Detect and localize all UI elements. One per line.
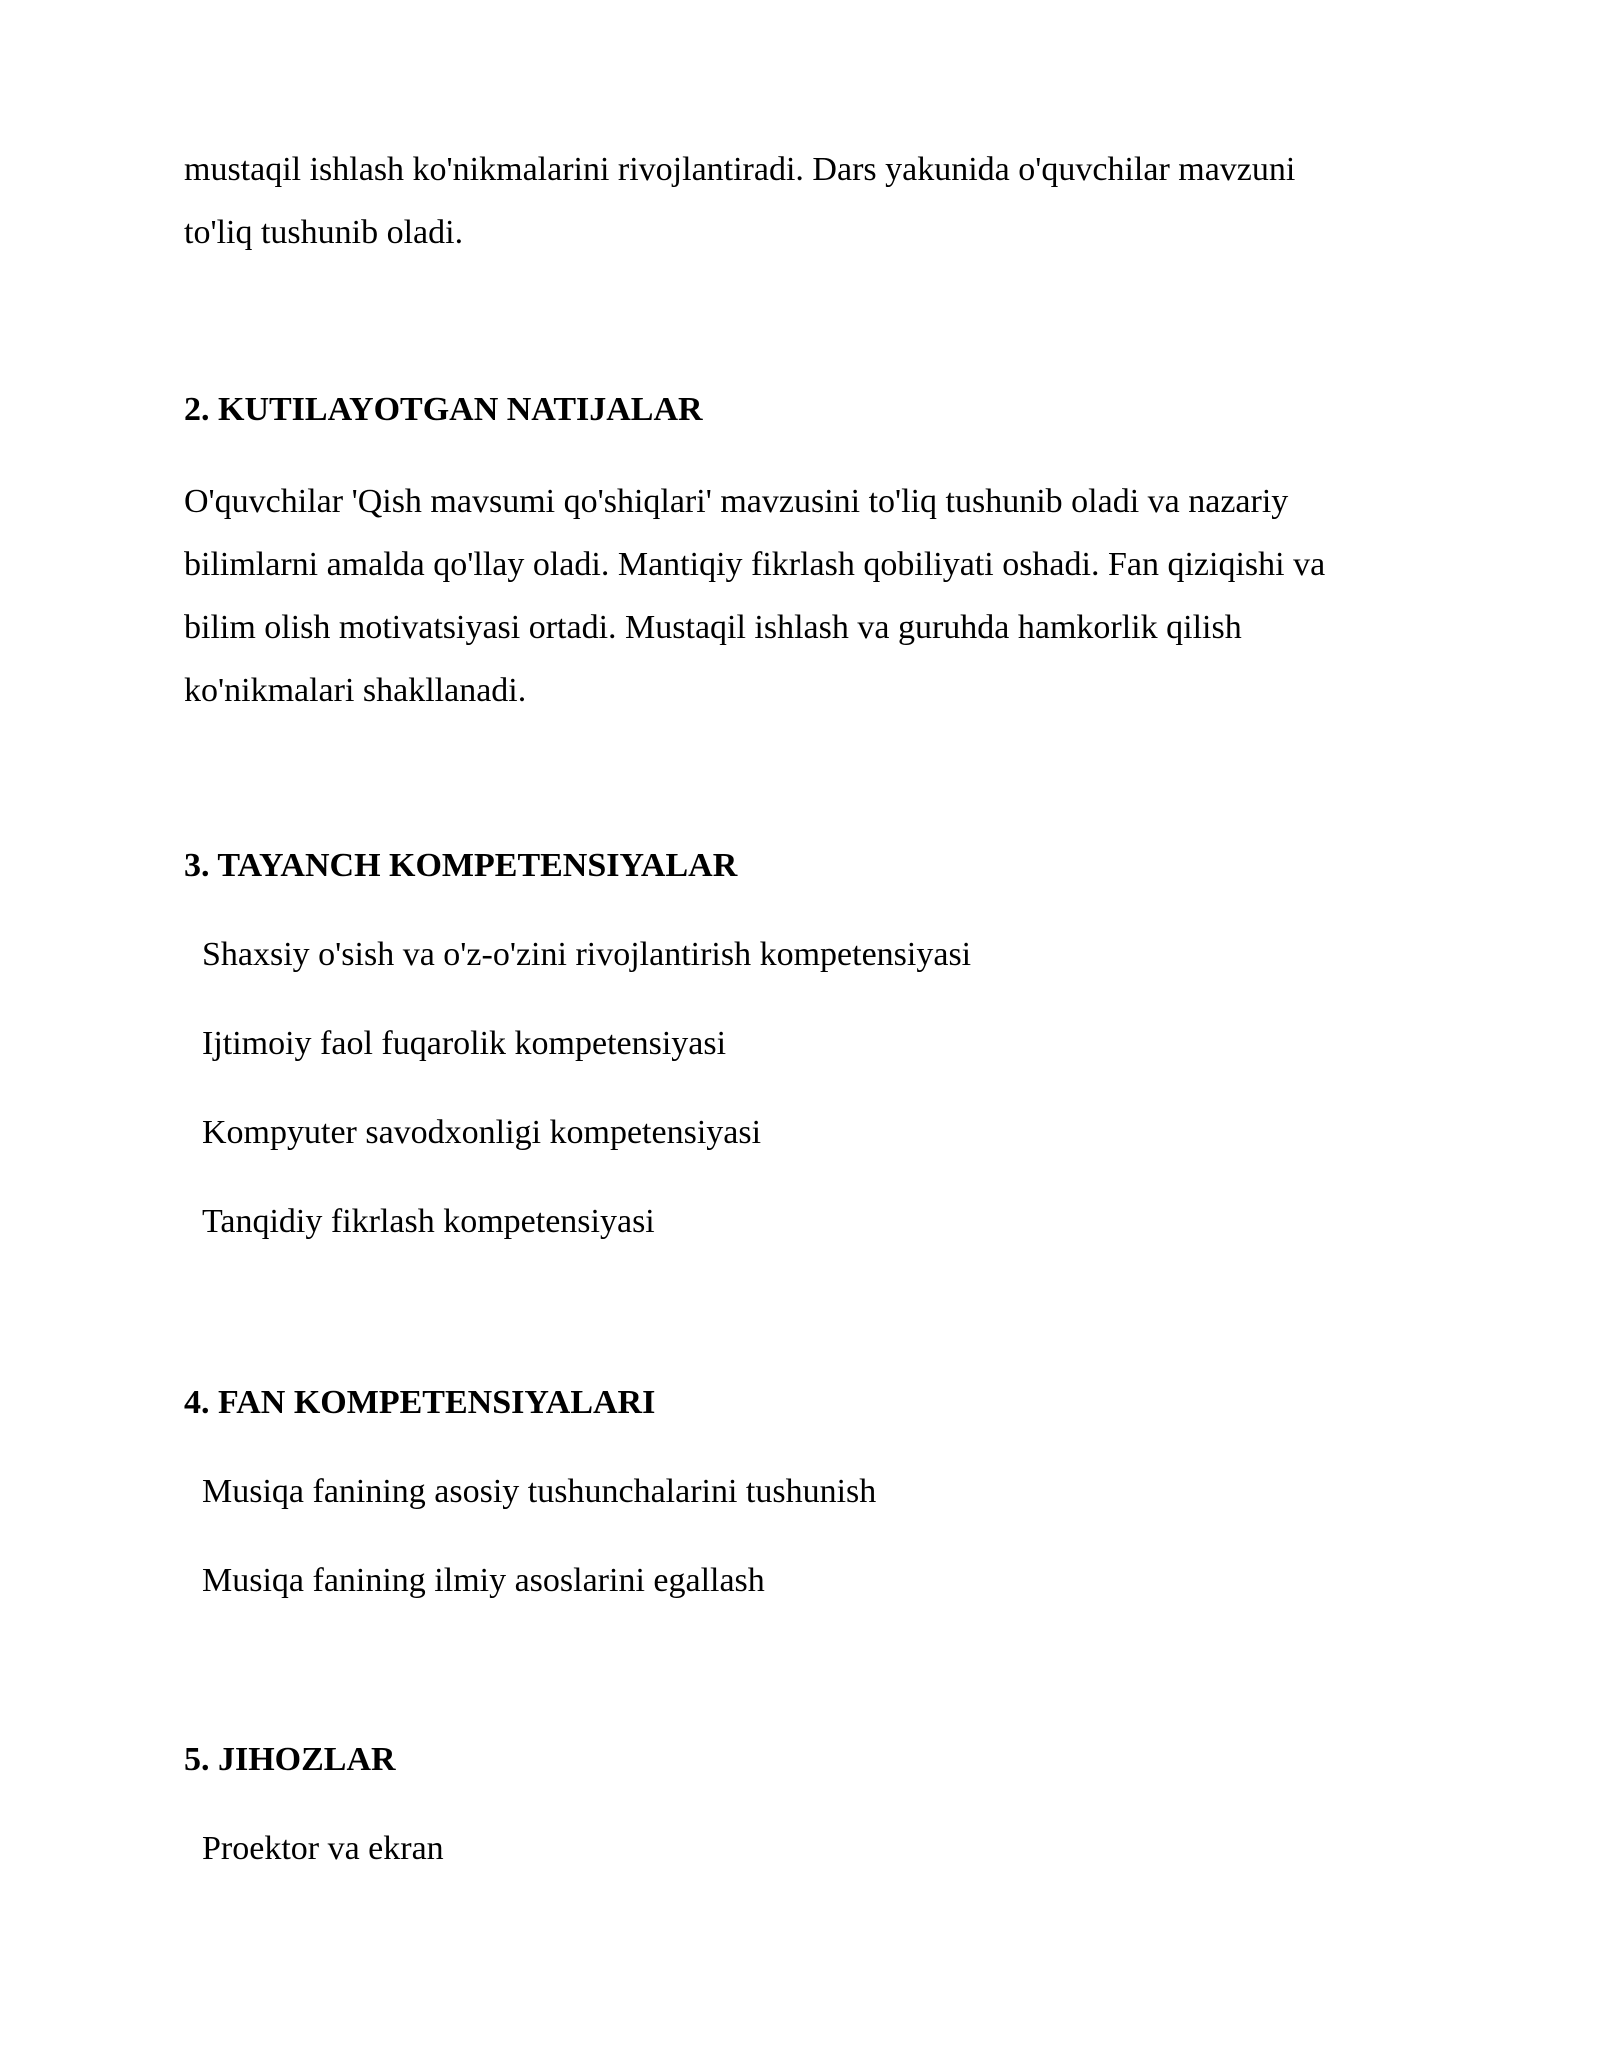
section-heading-fan-kompetensiyalari: 4. FAN KOMPETENSIYALARI [184, 1384, 656, 1421]
paragraph-line: bilim olish motivatsiyasi ortadi. Mustaqil ishlash va guruhda hamkorlik qilish [184, 609, 1242, 646]
section-heading-tayanch-kompetensiyalar: 3. TAYANCH KOMPETENSIYALAR [184, 847, 738, 884]
expected-results-paragraph [184, 470, 1444, 722]
section-heading-jihozlar: 5. JIHOZLAR [184, 1741, 396, 1778]
paragraph-line: ko'nikmalari shakllanadi. [184, 672, 527, 709]
intro-line: mustaqil ishlash ko'nikmalarini rivojlantiradi. Dars yakunida o'quvchilar mavzuni [184, 151, 1296, 188]
list-item: Ijtimoiy faol fuqarolik kompetensiyasi [202, 1025, 727, 1062]
list-item: Musiqa fanining ilmiy asoslarini egallash [202, 1562, 765, 1599]
list-item: Kompyuter savodxonligi kompetensiyasi [202, 1114, 762, 1151]
list-item: Proektor va ekran [202, 1830, 444, 1867]
section-heading-kutilayotgan-natijalar: 2. KUTILAYOTGAN NATIJALAR [184, 391, 703, 428]
intro-line: to'liq tushunib oladi. [184, 214, 464, 251]
paragraph-line: bilimlarni amalda qo'llay oladi. Mantiqiy fikrlash qobiliyati oshadi. Fan qiziqishi va [184, 546, 1326, 583]
intro-paragraph [184, 138, 1444, 264]
list-item: Musiqa fanining asosiy tushunchalarini tushunish [202, 1473, 877, 1510]
list-item: Tanqidiy fikrlash kompetensiyasi [202, 1203, 655, 1240]
paragraph-line: O'quvchilar 'Qish mavsumi qo'shiqlari' mavzusini to'liq tushunib oladi va nazariy [184, 483, 1289, 520]
list-item: Shaxsiy o'sish va o'z-o'zini rivojlantirish kompetensiyasi [202, 936, 972, 973]
